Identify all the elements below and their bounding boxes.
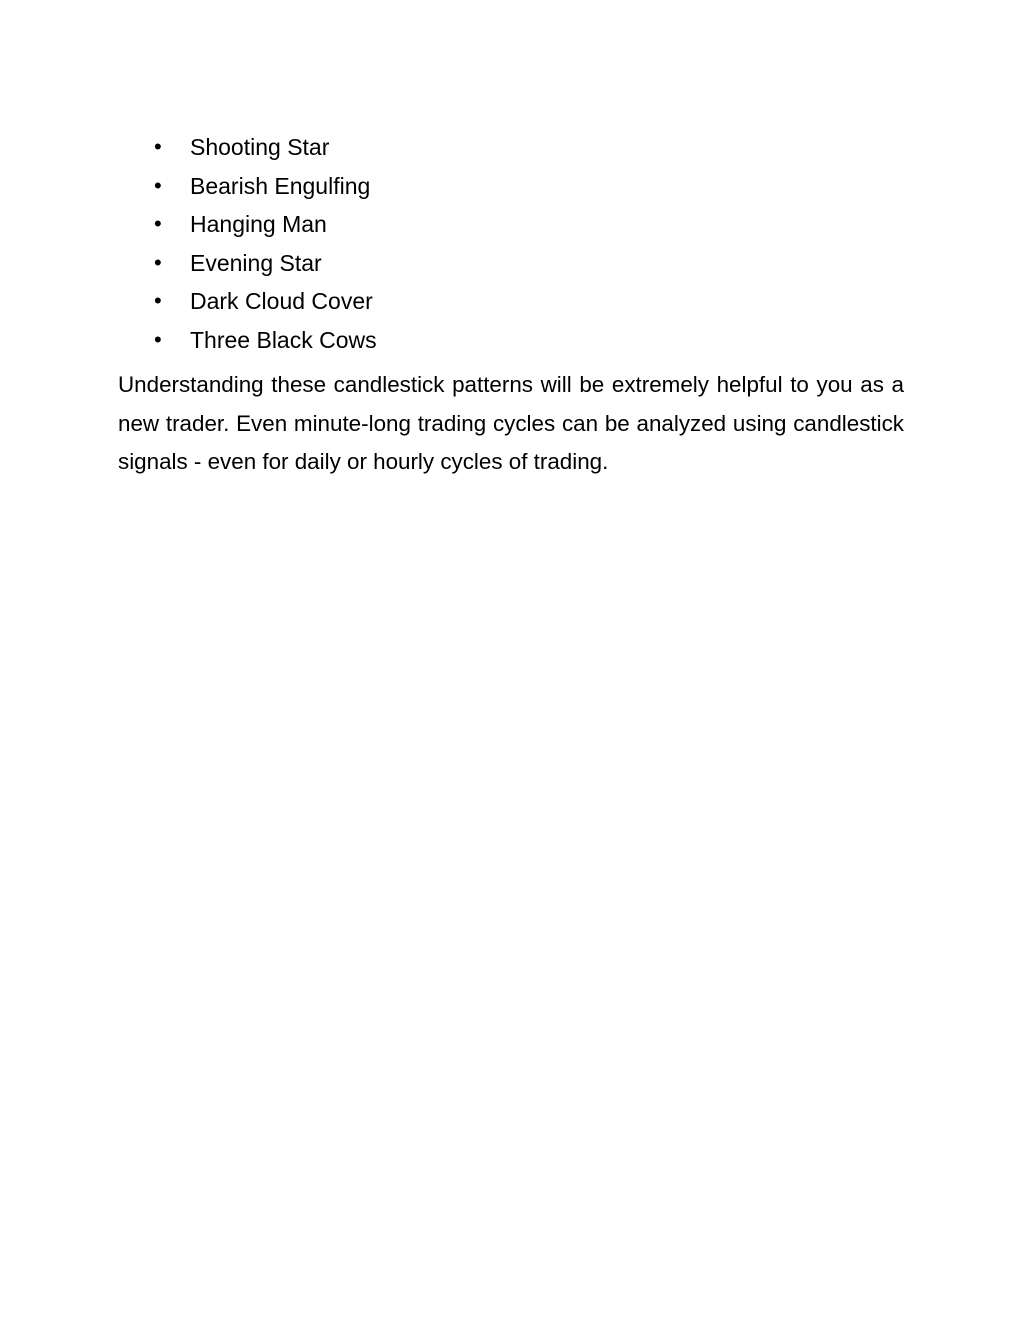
bullet-icon: • xyxy=(154,288,162,313)
list-item-text: Dark Cloud Cover xyxy=(190,288,373,314)
list-item xyxy=(150,321,377,360)
list-item-text: Evening Star xyxy=(190,249,322,276)
bullet-icon: • xyxy=(154,134,162,159)
list-item-text: Bearish Engulfing xyxy=(190,172,371,199)
list-item-text: Hanging Man xyxy=(190,211,327,237)
body-paragraph: Understanding these candlestick patterns will be extremely helpful to you as a new trader. Even minute-long trading cycles can be analyzed using candlestick signals - even for daily or hourly cycles of trading. xyxy=(118,372,904,475)
list-item-text: Three Black Cows xyxy=(190,326,377,353)
list-item xyxy=(150,282,377,321)
bullet-list xyxy=(150,128,377,359)
bullet-icon: • xyxy=(154,249,162,275)
list-item xyxy=(150,128,377,167)
list-item xyxy=(150,167,377,206)
list-item xyxy=(150,244,377,283)
bullet-icon: • xyxy=(154,211,162,236)
bullet-icon: • xyxy=(154,172,162,198)
list-item-text: Shooting Star xyxy=(190,134,330,160)
bullet-icon: • xyxy=(154,326,162,352)
list-item xyxy=(150,205,377,244)
